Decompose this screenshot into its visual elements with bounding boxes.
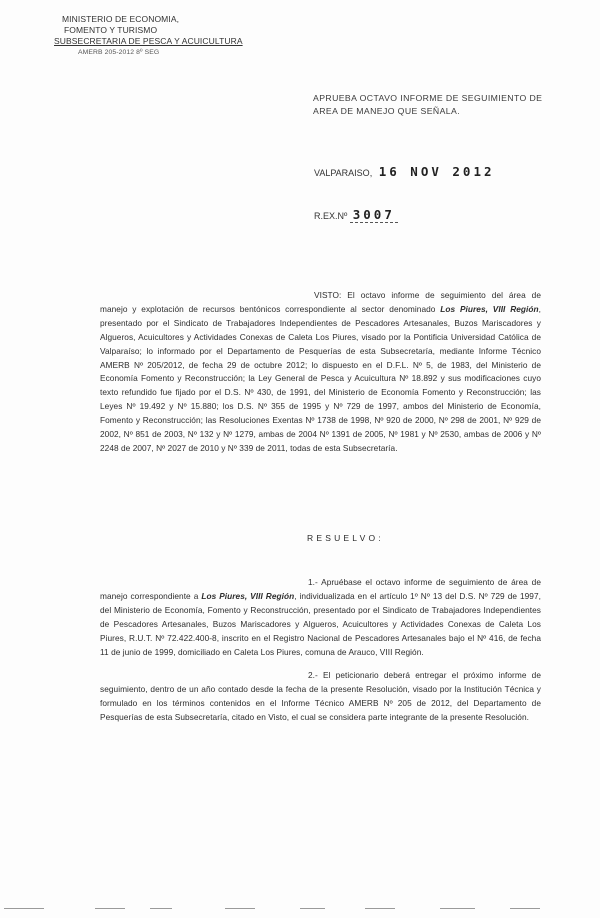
rex-label: R.EX.Nº [314, 211, 348, 221]
article-1-text-2: , individualizada en el artículo 1º Nº 13 del D.S. Nº 729 de 1997, del Ministerio de Economía, Fomento y Reconstrucción, presentado por el Sindicato de Trabajadores Independientes de Pescadores Artesanales, Buzos Mariscadores y Algueros, Acuicultores y Actividades Conexas de Caleta Los Piures, R.U.T. Nº 72.422.400-8, inscrito en el Registro Nacional de Pescadores Artesanales bajo el Nº 416, de fecha 11 de junio de 1999, domiciliado en Caleta Los Piures, comuna de Arauco, VIII Región. [100, 590, 541, 657]
page-footer-rule [0, 903, 600, 918]
resolution-number [314, 207, 398, 223]
ministry-name: MINISTERIO DE ECONOMIA, [62, 14, 180, 24]
article-2 [100, 669, 541, 725]
article-2-text: 2.- El peticionario deberá entregar el próximo informe de seguimiento, dentro de un año contado desde la fecha de la presente Resolución, visado por la Institución Técnica y formulado en los términos contenidos en el Informe Técnico AMERB Nº 205 de 2012, del Departamento de Pesquerías de esta Subsecretaría, citado en Visto, el cual se considera parte integrante de la presente Resolución. [100, 670, 541, 722]
visto-text-1: El octavo informe de seguimiento del área de manejo y explotación de recursos bentónicos correspondiente al sector denominado [100, 290, 541, 314]
rex-number: 3007 [350, 207, 398, 223]
resolution-date [314, 164, 495, 179]
date-stamp: 16 NOV 2012 [378, 164, 495, 179]
visto-label: VISTO: [314, 290, 342, 300]
date-place: VALPARAISO, [314, 168, 373, 178]
article-1-sector: Los Piures, VIII Región [201, 590, 295, 601]
subsecretariat-name: SUBSECRETARIA DE PESCA Y ACUICULTURA [54, 36, 243, 46]
visto-paragraph [100, 289, 541, 456]
resolution-subject: APRUEBA OCTAVO INFORME DE SEGUIMIENTO DE AREA DE MANEJO QUE SEÑALA. [313, 93, 543, 116]
resuelvo-heading: RESUELVO: [307, 533, 384, 543]
article-1 [100, 576, 541, 659]
ministry-name-2: FOMENTO Y TURISMO [64, 25, 158, 35]
visto-sector: Los Piures, VIII Región [440, 303, 539, 314]
letterhead [54, 14, 243, 58]
article-1-text-1: 1.- Apruébase el octavo informe de seguimiento de área de manejo correspondiente a [100, 577, 541, 601]
file-reference: AMERB 205-2012 8º SEG [78, 49, 160, 56]
visto-text-2: , presentado por el Sindicato de Trabajadores Independientes de Pescadores Artesanales, Buzos Mariscadores y Algueros, Acuicultores y Actividades Conexas de Caleta Los Piures, visado por la Pontificia Universidad Católica de Valparaíso; lo informado por el Departamento de Pesquerías de esta Subsecretaría, mediante Informe Técnico AMERB Nº 205/2012, de fecha 29 de octubre 2012; lo dispuesto en el D.F.L. Nº 5, de 1983, del Ministerio de Economía Fomento y Reconstrucción; la Ley General de Pesca y Acuicultura Nº 18.892 y sus modificaciones cuyo texto refundido fue fijado por el D.S. Nº 430, de 1991, del Ministerio de Economía Fomento y Reconstrucción; las Leyes Nº 19.492 y Nº 15.880; los D.S. Nº 355 de 1995 y Nº 729 de 1997, ambos del Ministerio de Economía, Fomento y Reconstrucción; las Resoluciones Exentas Nº 1738 de 1998, Nº 920 de 2000, Nº 298 de 2001, Nº 929 de 2002, Nº 851 de 2003, Nº 132 y Nº 1279, ambas de 2004 Nº 1391 de 2005, Nº 1981 y Nº 2530, ambas de 2006 y Nº 2248 de 2007, Nº 2027 de 2010 y Nº 339 de 2011, todas de esta Subsecretaría. [100, 303, 541, 453]
